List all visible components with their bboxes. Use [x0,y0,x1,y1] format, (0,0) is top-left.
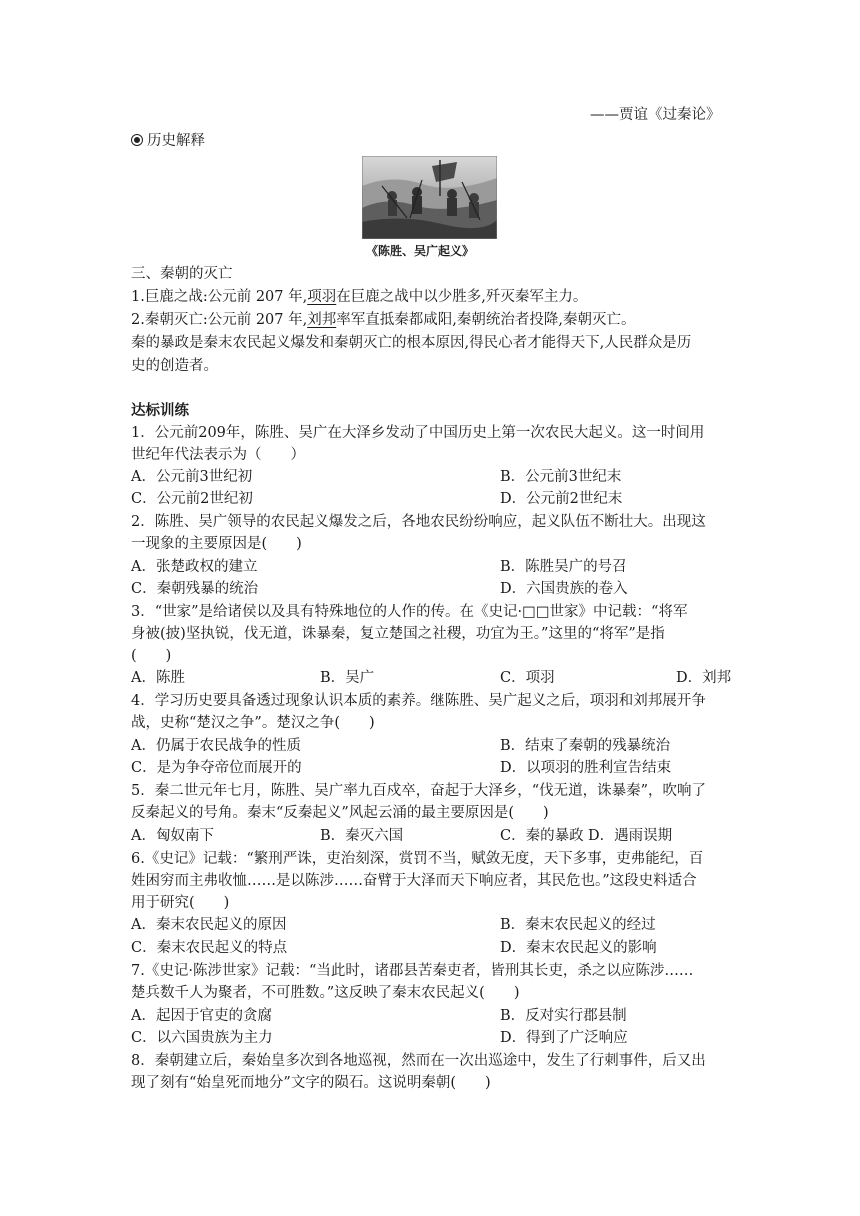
history-item-2 [131,309,731,331]
option-b: B．秦末农民起义的经过 [500,917,656,933]
illustration-image [362,156,497,239]
question-4-text: 战，史称“楚汉之争”。楚汉之争( ) [131,715,375,731]
question-2-text: 2．陈胜、吴广领导的农民起义爆发之后，各地农民纷纷响应，起义队伍不断壮大。出现这 [131,514,706,530]
question-8-text: 8．秦朝建立后，秦始皇多次到各地巡视，然而在一次出巡途中，发生了行刺事件，后又出 [131,1053,706,1069]
option-a: A．张楚政权的建立 [131,559,258,575]
section-header [131,129,205,150]
question-3-text: 3．“世家”是给诸侯以及具有特殊地位的人作的传。在《史记·□□世家》中记载：“将军 [131,604,688,620]
question-8-text: 现了刻有“始皇死而地分”文字的陨石。这说明秦朝( ) [131,1075,491,1091]
question-7-text: 楚兵数千人为聚者，不可胜数。”这反映了秦末农民起义( ) [131,985,520,1001]
option-b: B．陈胜吴广的号召 [500,559,627,575]
item1-text-rest: 在巨鹿之战中以少胜多,歼灭秦军主力。 [336,289,588,305]
option-d: D．秦末农民起义的影响 [500,940,657,956]
option-c: C．秦朝残暴的统治 [131,581,259,597]
option-d: D．遇雨误期 [588,828,673,844]
item2-keyword: 刘邦 [307,312,337,328]
option-a: A．公元前3世纪初 [131,469,253,485]
option-b: B．公元前3世纪末 [500,469,622,485]
summary-line: 史的创造者。 [131,358,218,374]
section-heading: 三、秦朝的灭亡 [131,266,233,282]
question-4-text: 4．学习历史要具备透过现象认识本质的素养。继陈胜、吴广起义之后，项羽和刘邦展开争 [131,693,706,709]
question-6-text: 姓困穷而主弗收恤……是以陈涉……奋臂于大泽而天下响应者，其民危也。”这段史料适合 [131,873,697,889]
question-5-text: 反秦起义的号角。秦末“反秦起义”风起云涌的最主要原因是( ) [131,805,549,821]
figure-caption: 《陈胜、吴广起义》 [366,244,475,258]
item2-text: 2.秦朝灭亡:公元前 207 年, [131,312,308,328]
option-c: C．项羽 [500,670,555,686]
option-d: D．六国贵族的卷入 [500,581,628,597]
section-title: 历史解释 [147,133,205,149]
option-b: B．秦灭六国 [320,828,404,844]
option-d: D．以项羽的胜利宣告结束 [500,760,672,776]
option-a: A．匈奴南下 [131,828,214,844]
question-3-text: 身被(披)坚执锐，伐无道，诛暴秦，复立楚国之社稷，功宜为王。”这里的“将军”是指 [131,626,665,642]
item1-keyword: 项羽 [307,289,337,305]
question-6-text: 用于研究( ) [131,895,230,911]
option-d: D．得到了广泛响应 [500,1030,628,1046]
option-a: A．陈胜 [131,670,185,686]
practice-title: 达标训练 [131,402,189,419]
question-3-text: ( ) [131,648,172,664]
option-c: C．秦的暴政 [500,828,584,844]
option-a: A．秦末农民起义的原因 [131,917,287,933]
question-5-text: 5．秦二世元年七月，陈胜、吴广率九百戍卒，奋起于大泽乡，“伐无道，诛暴秦”，吹响了 [131,783,707,799]
question-6-text: 6.《史记》记载：“繁刑严诛，吏治刻深，赏罚不当，赋敛无度，天下多事，吏弗能纪，百 [131,851,704,867]
question-1-text: 1．公元前209年，陈胜、吴广在大泽乡发动了中国历史上第一次农民大起义。这一时间用 [131,425,705,441]
question-7-text: 7.《史记·陈涉世家》记载：“当此时，诸郡县苦秦吏者，皆刑其长吏，杀之以应陈涉…… [131,963,694,979]
option-c: C．以六国贵族为主力 [131,1030,273,1046]
option-b: B．吴广 [320,670,375,686]
option-a: A．起因于官吏的贪腐 [131,1008,272,1024]
summary-line: 秦的暴政是秦末农民起义爆发和秦朝灭亡的根本原因,得民心者才能得天下,人民群众是历 [131,335,692,351]
option-c: C．公元前2世纪初 [131,491,253,507]
option-b: B．结束了秦朝的残暴统治 [500,738,671,754]
question-2-text: 一现象的主要原因是( ) [131,536,302,552]
history-item-1 [131,286,731,308]
option-c: C．秦末农民起义的特点 [131,940,288,956]
option-d: D．公元前2世纪末 [500,491,623,507]
item1-text: 1.巨鹿之战:公元前 207 年, [131,289,308,305]
option-c: C．是为争夺帝位而展开的 [131,760,302,776]
option-d: D．刘邦 [676,670,732,686]
option-a: A．仍属于农民战争的性质 [131,738,301,754]
option-b: B．反对实行郡县制 [500,1008,627,1024]
circle-bullet-icon [131,134,143,146]
question-1-text: 世纪年代法表示为（ ） [131,447,305,463]
quote-attribution: ——贾谊《过秦论》 [590,107,721,123]
item2-text-rest: 率军直抵秦都咸阳,秦朝统治者投降,秦朝灭亡。 [336,312,636,328]
